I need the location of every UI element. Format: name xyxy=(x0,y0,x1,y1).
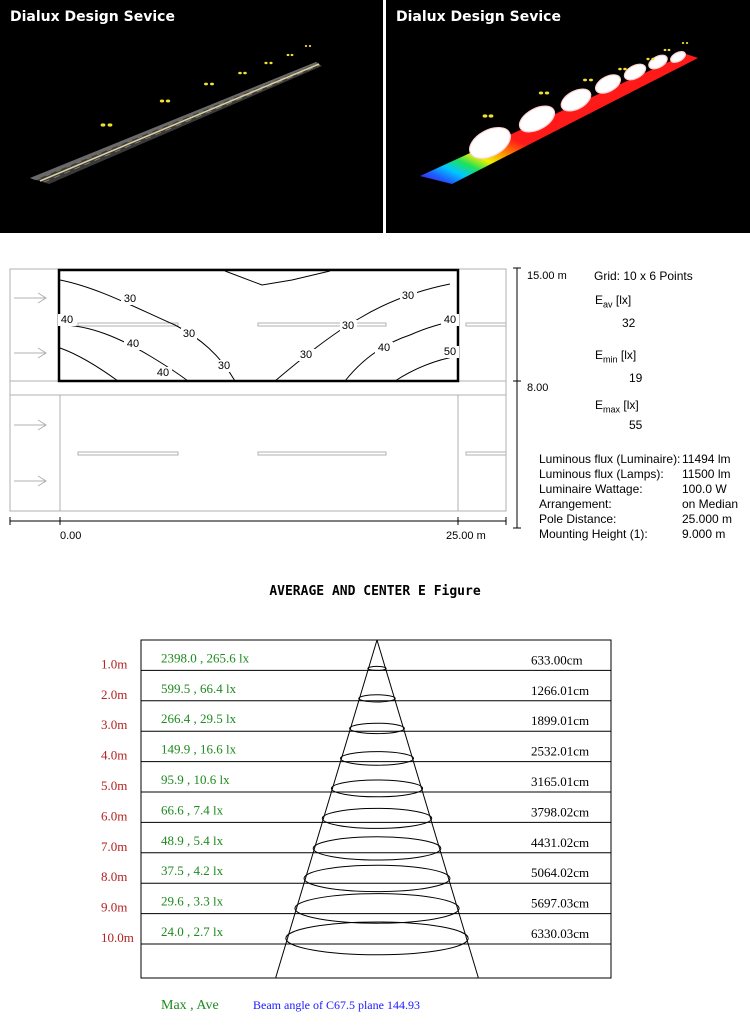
legend-beam-angle: Beam angle of C67.5 plane 144.93 xyxy=(253,998,420,1012)
beam-ellipse xyxy=(313,837,441,860)
lane-markings xyxy=(78,323,506,455)
contour-label: 30 xyxy=(401,290,415,302)
diameter-label: 1266.01cm xyxy=(531,682,590,698)
contour-label: 40 xyxy=(377,342,391,354)
beam-ellipse xyxy=(368,666,386,670)
lux-label: 24.0 , 2.7 lx xyxy=(161,924,224,939)
road-render-3d xyxy=(0,0,383,233)
contour-label: 40 xyxy=(156,367,170,379)
y-axis xyxy=(513,268,521,528)
road-outline xyxy=(10,269,506,511)
emax-label: $E_{max}$ [lx] xyxy=(595,398,639,415)
contour-label: 30 xyxy=(217,360,231,372)
beam-ellipse xyxy=(304,865,450,891)
contour-label: 30 xyxy=(299,349,313,361)
lux-label: 29.6 , 3.3 lx xyxy=(161,893,224,909)
lux-label: 95.9 , 10.6 lx xyxy=(161,772,230,787)
diameter-label: 2532.01cm xyxy=(531,743,590,759)
lux-label: 48.9 , 5.4 lx xyxy=(161,832,224,848)
contour-label: 40 xyxy=(443,314,457,326)
beam-ellipse xyxy=(331,780,422,797)
falsecolor-render-3d xyxy=(386,0,750,233)
diameter-label: 5697.03cm xyxy=(531,895,590,911)
lux-label: 2398.0 , 265.6 lx xyxy=(161,650,250,666)
contour-label: 40 xyxy=(60,314,74,326)
distance-label: 4.0m xyxy=(101,747,128,763)
diameter-label: 633.00cm xyxy=(531,652,583,668)
x-label-end: 25.00 m xyxy=(446,530,486,542)
figure-title: AVERAGE AND CENTER E Figure xyxy=(269,584,481,599)
render-panel-right xyxy=(386,0,750,233)
lux-label: 599.5 , 66.4 lx xyxy=(161,680,237,696)
diameter-label: 1899.01cm xyxy=(531,713,590,729)
contour-label: 30 xyxy=(341,320,355,332)
distance-label: 7.0m xyxy=(101,838,128,854)
distance-label: 2.0m xyxy=(101,686,128,702)
distance-label: 6.0m xyxy=(101,808,128,824)
diameter-label: 3798.02cm xyxy=(531,804,590,820)
contour-label: 30 xyxy=(123,293,137,305)
beam-ellipse xyxy=(295,894,459,924)
render-panel-left xyxy=(0,0,383,233)
eav-value: 32 xyxy=(622,316,636,330)
render-title-right: Dialux Design Sevice xyxy=(396,9,561,25)
param-row: Mounting Height (1): 9.000 m xyxy=(539,527,726,541)
distance-label: 1.0m xyxy=(101,656,128,672)
lux-label: 149.9 , 16.6 lx xyxy=(161,741,237,757)
eav-label: $E_{av}$ [lx] xyxy=(595,293,632,310)
param-row: Luminous flux (Luminaire): 11494 lm xyxy=(539,452,731,466)
contour-labels xyxy=(58,290,459,379)
param-row: Arrangement: on Median xyxy=(539,497,739,511)
distance-label: 10.0m xyxy=(101,930,134,945)
distance-label: 9.0m xyxy=(101,899,128,915)
beam-ellipse xyxy=(341,752,414,766)
x-axis xyxy=(10,517,506,525)
diameter-label: 5064.02cm xyxy=(531,865,590,881)
traffic-arrows xyxy=(14,293,46,486)
contour-label: 40 xyxy=(126,338,140,350)
param-row: Pole Distance: 25.000 m xyxy=(539,512,733,526)
diameter-label: 3165.01cm xyxy=(531,774,590,789)
distance-label: 8.0m xyxy=(101,869,128,885)
emin-value: 19 xyxy=(629,371,643,385)
x-label-start: 0.00 xyxy=(60,530,82,542)
diameter-label: 4431.02cm xyxy=(531,834,590,850)
diameter-label: 6330.03cm xyxy=(531,926,590,941)
beam-ellipse xyxy=(350,723,405,733)
emin-label: $E_{min}$ [lx] xyxy=(595,348,637,365)
distance-label: 5.0m xyxy=(101,778,128,793)
beam-ellipse xyxy=(322,808,431,828)
legend-max-ave: Max , Ave xyxy=(161,998,219,1013)
luminaire-params xyxy=(539,452,738,542)
param-row: Luminous flux (Lamps): 11500 lm xyxy=(539,467,731,481)
contour-label: 30 xyxy=(182,328,196,340)
y-label-top: 15.00 m xyxy=(527,270,567,282)
beam-ellipse xyxy=(286,922,468,955)
grid-label: Grid: 10 x 6 Points xyxy=(594,269,693,283)
render-title-left: Dialux Design Sevice xyxy=(10,9,175,25)
lux-label: 66.6 , 7.4 lx xyxy=(161,802,224,818)
distance-label: 3.0m xyxy=(101,717,128,733)
param-row: Luminaire Wattage: 100.0 W xyxy=(539,482,727,496)
contour-label: 50 xyxy=(443,346,457,358)
lux-label: 266.4 , 29.5 lx xyxy=(161,711,237,727)
emax-value: 55 xyxy=(629,418,643,432)
lux-label: 37.5 , 4.2 lx xyxy=(161,863,224,879)
y-label-mid: 8.00 xyxy=(527,382,549,394)
beam-cone-figure xyxy=(0,600,750,990)
